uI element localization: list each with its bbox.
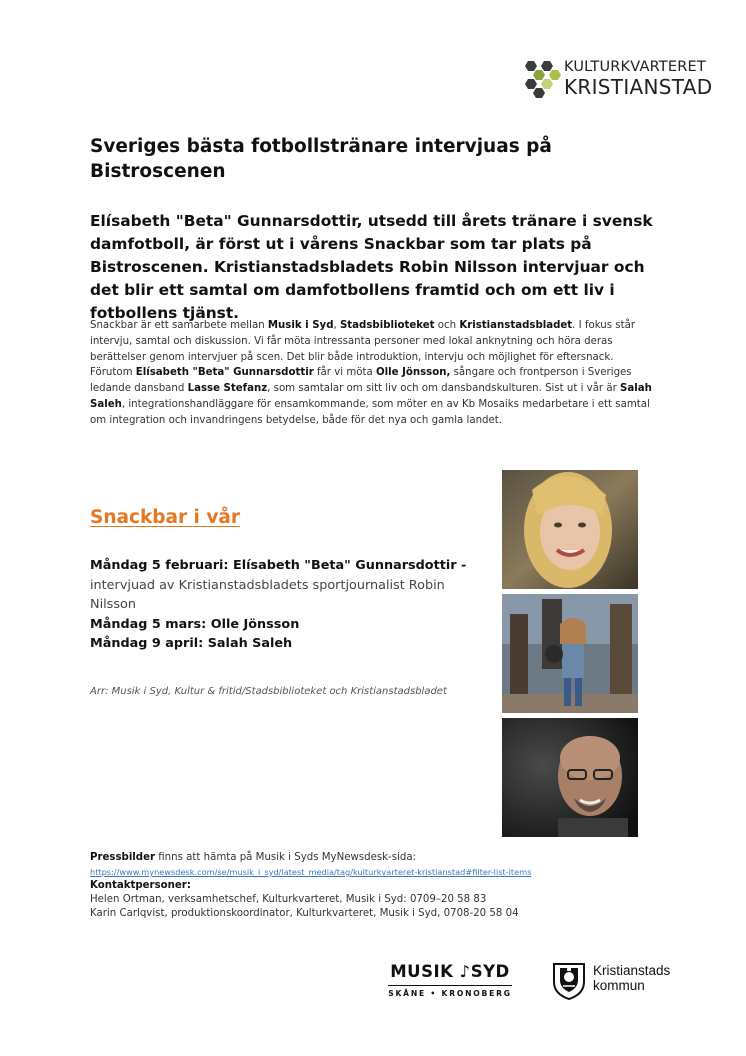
kristianstads-kommun-logo [552,960,702,1002]
mynewsdesk-link[interactable]: https://www.mynewsdesk.com/se/musik_i_syd/latest_media/tag/kulturkvarteret-kristianstad#filter-list-items [90,867,532,877]
schedule-item-2: Måndag 5 mars: Olle Jönsson [90,616,300,632]
logo-line-2: KRISTIANSTAD [564,75,713,99]
photo-jonsson [502,594,638,713]
lead-paragraph: Elísabeth "Beta" Gunnarsdottir, utsedd till årets tränare i svensk damfotboll, är först ut i vårens Snackbar som tar plats på Bistroscenen. Kristianstadsbladets Robin Nilsson intervjuar och det blir ett samtal om damfotbollens framtid och om ett liv i fotbollens tjänst. [90,212,653,322]
photo-gunnarsdottir [502,470,638,589]
press-section [90,851,690,921]
schedule-list [90,556,490,654]
musik-note-icon: ♪ [459,962,471,981]
section-heading: Snackbar i vår [90,507,240,528]
contact-1: Helen Ortman, verksamhetschef, Kulturkvarteret, Musik i Syd: 0709–20 58 83 [90,894,487,905]
musik-logo-right: SYD [470,962,510,981]
musik-i-syd-logo [388,962,512,1004]
kommun-line-2: kommun [593,978,645,993]
kommun-line-1: Kristianstads [593,963,671,978]
press-images-line: Pressbilder finns att hämta på Musik i Syds MyNewsdesk-sida: [90,852,417,863]
body-paragraph: Snackbar är ett samarbete mellan Musik i Syd, Stadsbiblioteket och Kristianstadsbladet. I fokus står intervju, samtal och diskussion. Vi får möta intressanta personer med lokal anknytning och höra deras berättelser genom intervjuer på scen. Det blir både introduktion, intervju och möjlighet för eftersnack. Förutom Elísabeth "Beta" Gunnarsdottir får vi möta Olle Jönsson, sångare och frontperson i Sveriges ledande dansband Lasse Stefanz, som samtalar om sitt liv och om dansbandskulturen. Sist ut i vår är Salah Saleh, integrationshandläggare för ensamkommande, som möter en av Kb Mosaiks medarbetare i ett samtal om integration och invandringens betydelse, både för det nya och gamla landet. [90,320,652,426]
contacts-label: Kontaktpersoner: [90,880,191,891]
photo-saleh [502,718,638,837]
document-title: Sveriges bästa fotbollstränare intervjuas på Bistroscenen [90,136,552,182]
schedule-item-1-detail: intervjuad av Kristianstadsbladets sportjournalist Robin Nilsson [90,577,445,612]
contact-2: Karin Carlqvist, produktionskoordinator, Kulturkvarteret, Musik i Syd, 0708-20 58 04 [90,908,519,919]
coat-of-arms-icon [552,960,586,1000]
kulturkvarteret-logo [522,58,722,104]
musik-logo-left: MUSIK [390,962,454,981]
hexagon-cluster-icon [522,58,562,102]
arranger-note: Arr: Musik i Syd, Kultur & fritid/Stadsbiblioteket och Kristianstadsbladet [90,686,447,697]
schedule-item-1: Måndag 5 februari: Elísabeth "Beta" Gunnarsdottir - [90,558,467,573]
schedule-item-3: Måndag 9 april: Salah Saleh [90,636,293,651]
logo-line-1: KULTURKVARTERET [564,59,706,75]
musik-logo-sub: SKÅNE • KRONOBERG [388,989,512,998]
